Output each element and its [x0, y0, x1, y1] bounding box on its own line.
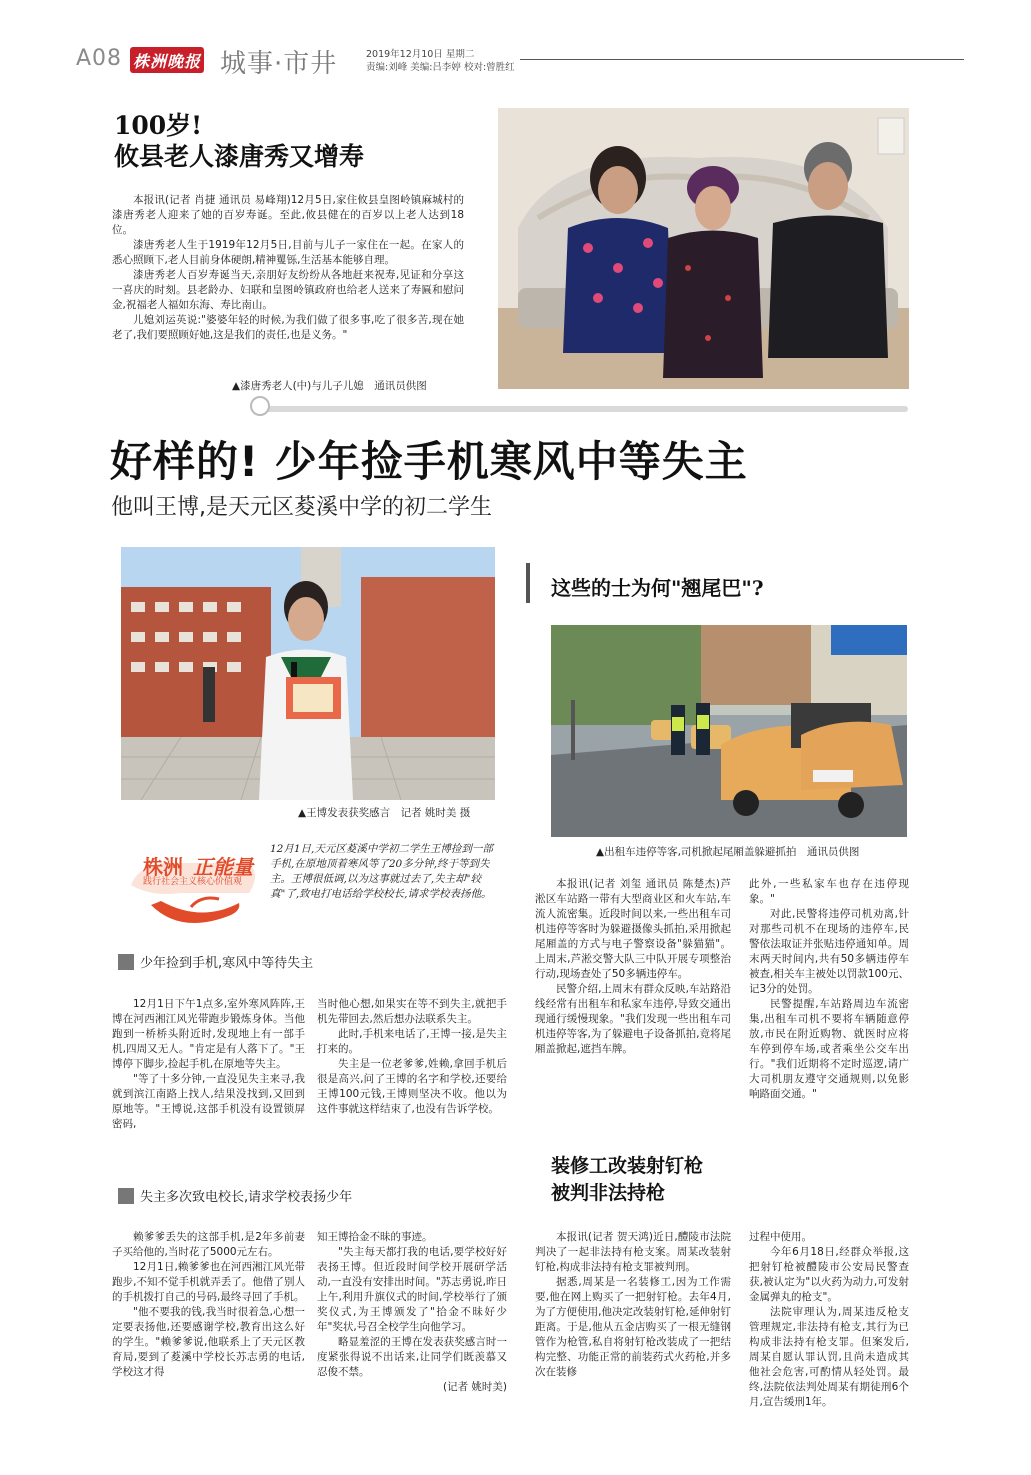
subheading-1: [118, 952, 313, 971]
paragraph: 对此,民警将违停司机劝离,针对那些司机不在现场的违停车,民警依法取证并张贴违停通知单。周末两天时间内,共有50多辆违停车被查,相关车主被处以罚款100元、记3分的处罚。: [749, 908, 909, 995]
paragraph: 法院审理认为,周某违反枪支管理规定,非法持有枪支,其行为已构成非法持有枪支罪。但案发后,周某自愿认罪认罚,且尚未造成其他社会危害,可酌情从轻处罚。最终,法院依法判处周某有期徒刑6个月,宣告缓刑1年。: [749, 1306, 909, 1408]
gun-title-line2: 被判非法持枪: [551, 1182, 666, 1204]
page-number: A08: [76, 46, 123, 71]
paragraph: 民警介绍,上周末有群众反映,车站路沿线经常有出租车和私家车违停,导致交通出现通行缓慢现象。"我们发现一些出租车司机违停等客,为了躲避电子设备抓拍,竟将尾厢盖掀起,遮挡车牌。: [535, 983, 731, 1055]
section1-column2: [317, 997, 507, 1117]
paragraph: 此时,手机来电话了,王博一接,是失主打来的。: [317, 1028, 507, 1055]
paragraph: 过程中使用。: [749, 1231, 812, 1243]
paragraph: 今年6月18日,经群众举报,这把射钉枪被醴陵市公安局民警查获,被认定为"以火药为动力,可发射金属弹丸的枪支"。: [749, 1246, 909, 1303]
taxi-story-title: 这些的士为何"翘尾巴"?: [551, 576, 764, 600]
story-lead: 12月1日,天元区荾溪中学初二学生王博捡到一部手机,在原地顶着寒风等了20多分钟,终于等到失主。王博很低调,以为这事就过去了,失主却"较真"了,致电打电话给学校校长,请求学校表扬他。: [270, 843, 493, 900]
gun-column1: [535, 1230, 731, 1380]
divider-ornament: [250, 396, 270, 416]
taxi-column2: [749, 877, 909, 1102]
paragraph: "他不要我的钱,我当时很着急,心想一定要表扬他,还要感谢学校,教育出这么好的学生。"赖爹爹说,他联系上了天元区教育局,要到了荾溪中学校长苏志勇的电话,学校这才得: [112, 1306, 305, 1378]
paragraph: 失主是一位老爹爹,姓赖,拿回手机后很是高兴,问了王博的名字和学校,还要给王博100元钱,王博则坚决不收。他以为这件事就这样结束了,也没有告诉学校。: [317, 1058, 507, 1115]
taxi-title-rule: [526, 563, 530, 603]
section1-column1: [112, 997, 305, 1132]
student-award-photo: [121, 547, 495, 800]
paragraph: 儿媳刘运英说:"婆婆年轻的时候,为我们做了很多事,吃了很多苦,现在她老了,我们要照顾好她,这是我们的责任,也是义务。": [112, 314, 464, 341]
paragraph: 当时他心想,如果实在等不到失主,就把手机先带回去,然后想办法联系失主。: [317, 998, 507, 1025]
main-subheadline: 他叫王博,是天元区荾溪中学的初二学生: [111, 495, 492, 520]
article1-body: [112, 193, 464, 343]
paragraph: 本报讯(记者 贺天鸿)近日,醴陵市法院判决了一起非法持有枪支案。周某改装射钉枪,构成非法持有枪支罪被判刑。: [535, 1231, 731, 1273]
section-name: 城事·市井: [220, 49, 338, 79]
article1-title-line2: 攸县老人漆唐秀又增寿: [114, 142, 365, 171]
subheading-1-text: 少年捡到手机,寒风中等待失主: [140, 956, 314, 971]
paragraph: 知王博拾金不昧的事迹。: [317, 1231, 433, 1243]
badge-text-values: 践行社会主义核心价值观: [143, 877, 243, 887]
paragraph: "失主每天都打我的电话,要学校好好表扬王博。但近段时间学校开展研学活动,一直没有安排出时间。"苏志勇说,昨日上午,利用升旗仪式的时间,学校举行了颁奖仪式,为王博颁发了"拾金不昧好少年"奖状,号召全校学生向他学习。: [317, 1246, 508, 1333]
story-credit: (记者 姚时美): [442, 1381, 507, 1393]
section2-column2: [317, 1230, 507, 1395]
badge-text-zhuzhou: 株洲: [143, 855, 183, 879]
student-photo-caption: ▲王博发表获奖感言 记者 姚时美 摄: [298, 807, 471, 819]
paragraph: 赖爹爹丢失的这部手机,是2年多前妻子买给他的,当时花了5000元左右。: [112, 1231, 305, 1258]
header-rule: [520, 59, 964, 60]
section2-column1: [112, 1230, 305, 1380]
square-marker-icon: [118, 954, 134, 970]
square-marker-icon: [118, 1188, 134, 1204]
paragraph: 12月1日,赖爹爹也在河西湘江风光带跑步,不知不觉手机就弄丢了。他借了别人的手机拨打自己的号码,最终寻回了手机。: [112, 1261, 305, 1303]
gun-story-title: [551, 1153, 703, 1207]
taxi-photo-caption: ▲出租车违停等客,司机掀起尾厢盖躲避抓拍 通讯员供图: [596, 846, 860, 858]
gun-column2: [749, 1230, 909, 1410]
taxi-column1: [535, 877, 731, 1057]
newspaper-logo: 株洲晚报: [130, 47, 204, 73]
article1-caption: ▲漆唐秀老人(中)与儿子儿媳 通讯员供图: [232, 380, 427, 392]
badge-text-positive: 正能量: [193, 855, 253, 879]
subheading-2-text: 失主多次致电校长,请求学校表扬少年: [140, 1190, 353, 1205]
paragraph: 此外,一些私家车也存在违停现象。": [749, 878, 909, 905]
paragraph: "等了十多分钟,一直没见失主来寻,我就到滨江南路上找人,结果没找到,又回到原地等。"王博说,这部手机没有设置锁屏密码,: [112, 1073, 305, 1130]
paragraph: 民警提醒,车站路周边车流密集,出租车司机不要将车辆随意停放,市民在附近购物、就医时应将车停到停车场,或者乘坐公交车出行。"我们近期将不定时巡逻,请广大司机朋友遵守交通规则,以免影响路面交通。": [749, 998, 909, 1100]
paragraph: 本报讯(记者 肖捷 通讯员 易峰翔)12月5日,家住攸县皇图岭镇麻城村的漆唐秀老人迎来了她的百岁寿诞。至此,攸县健在的百岁以上老人达到18位。: [112, 194, 464, 236]
paragraph: 据悉,周某是一名装修工,因为工作需要,他在网上购买了一把射钉枪。去年4月,为了方便使用,他决定改装射钉枪,延伸射钉距离。于是,他从五金店购买了一根无缝钢管作为枪管,私自将射钉枪改装成了一把结构完整、功能正常的前装药式火药枪,并多次在装修: [535, 1276, 731, 1378]
article1-title-line1: 100岁!: [114, 111, 203, 140]
article1-title: [114, 110, 364, 172]
paragraph: 漆唐秀老人百岁寿诞当天,亲朋好友纷纷从各地赶来祝寿,见证和分享这一喜庆的时刻。县老龄办、妇联和皇图岭镇政府也给老人送来了寿匾和慰问金,祝福老人福如东海、寿比南山。: [112, 269, 464, 311]
issue-date: 2019年12月10日 星期二: [366, 49, 475, 60]
paragraph: 本报讯(记者 刘玺 通讯员 陈楚杰)芦淞区车站路一带有大型商业区和火车站,车流人流密集。近段时间以来,一些出租车司机违停等客时为躲避摄像头抓拍,采用掀起尾厢盖的方式与电子警察设备"躲猫猫"。上周末,芦淞交警大队三中队开展专项整治行动,现场查处了50多辆违停车。: [535, 878, 731, 980]
section-divider: [262, 406, 908, 412]
subheading-2: [118, 1186, 352, 1205]
editor-credits: 责编:刘峰 美编:吕李婷 校对:曾胜红: [366, 62, 515, 73]
header-meta: [366, 48, 515, 74]
paragraph: 略显羞涩的王博在发表获奖感言时一度紧张得说不出话来,让同学们既羡慕又忍俊不禁。: [317, 1336, 507, 1378]
gun-title-line1: 装修工改装射钉枪: [551, 1155, 704, 1177]
paragraph: 12月1日下午1点多,室外寒风阵阵,王博在河西湘江风光带跑步锻炼身体。当他跑到一桥桥头附近时,发现地上有一部手机,四周又无人。"肯定是有人落下了。"王博停下脚步,捡起手机,在原地等失主。: [112, 998, 305, 1070]
main-headline: 好样的! 少年捡手机寒风中等失主: [110, 437, 748, 486]
paragraph: 漆唐秀老人生于1919年12月5日,目前与儿子一家住在一起。在家人的悉心照顾下,老人目前身体硬朗,精神矍铄,生活基本能够自理。: [112, 239, 464, 266]
centenarian-photo: [498, 108, 909, 389]
taxi-photo: [551, 625, 907, 837]
